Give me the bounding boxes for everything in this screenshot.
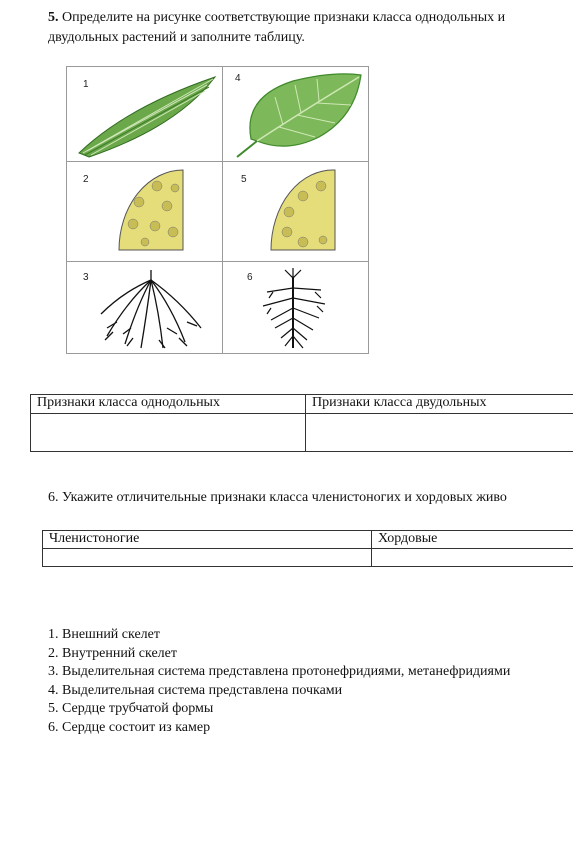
dicot-leaf-image [223,67,368,161]
plant-figure [66,66,369,354]
table-header-arthropods: Членистоногие [43,531,372,549]
figure-label-4: 4 [235,73,241,84]
table-row [31,414,573,452]
monocot-leaf-image [67,67,222,161]
figure-label-1: 1 [83,79,89,90]
fibrous-root-image [67,262,222,353]
features-list [48,626,510,738]
cell-dicot-leaf [223,67,368,161]
question-5-line1: Определите на рисунке соответствующие признаки класса однодольных и [62,10,506,25]
list-item: 6. Сердце состоит из камер [48,719,211,735]
figure-label-5: 5 [241,174,247,185]
monocot-stem-image [67,162,222,261]
plant-classes-table [30,394,573,452]
list-item: 2. Внутренний скелет [48,645,178,661]
cell-monocot-leaf [67,67,222,161]
table-header-monocots: Признаки класса однодольных [31,395,306,414]
list-item: 1. Внешний скелет [48,627,160,642]
list-item: 5. Сердце трубчатой формы [48,701,214,717]
table-row [43,549,573,567]
table-header-row [43,531,573,549]
question-5-text [48,8,573,48]
question-6-text: 6. Укажите отличительные признаки класса членистоногих и хордовых живо [48,490,507,505]
list-item: 3. Выделительная система представлена протонефридиями, метанефридиями [48,664,511,680]
table-cell-monocots-answer[interactable] [31,414,306,452]
cell-fibrous-root [67,262,222,353]
cell-dicot-stem [223,162,368,261]
table-cell-arthropods-answer[interactable] [43,549,372,567]
table-header-dicots: Признаки класса двудольных [306,395,573,414]
tap-root-image [223,262,368,353]
cell-tap-root [223,262,368,353]
table-cell-chordates-answer[interactable] [372,549,573,567]
cell-monocot-stem [67,162,222,261]
question-5-number: 5. [48,10,59,25]
question-5-line2: двудольных растений и заполните таблицу. [48,30,305,45]
table-header-chordates: Хордовые [372,531,573,549]
table-header-row [31,395,573,414]
figure-label-3: 3 [83,272,89,283]
figure-label-2: 2 [83,174,89,185]
figure-label-6: 6 [247,272,253,283]
animal-classes-table [42,530,573,567]
table-cell-dicots-answer[interactable] [306,414,573,452]
list-item: 4. Выделительная система представлена почками [48,682,343,698]
